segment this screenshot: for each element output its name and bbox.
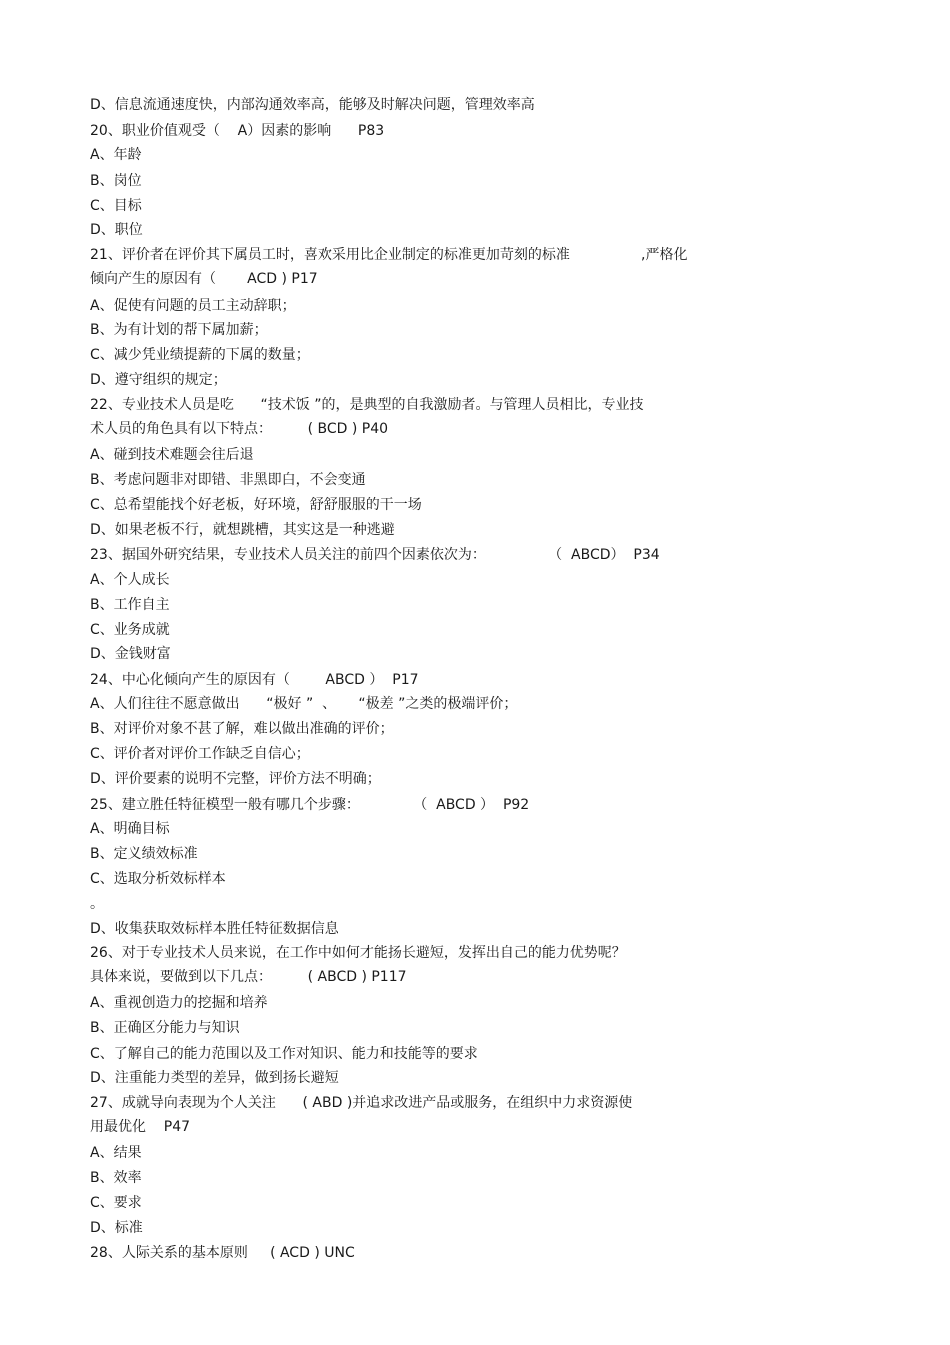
option-c: C、要求 [90,1195,142,1211]
option-c: C、减少凭业绩提薪的下属的数量； [90,347,310,363]
option-c: C、选取分析效标样本 [90,871,226,887]
stray-mark: 。 [90,896,104,912]
option-c: C、了解自己的能力范围以及工作对知识、能力和技能等的要求 [90,1046,478,1062]
option-d: D、标准 [90,1220,143,1236]
option-b: B、考虑问题非对即错、非黑即白，不会变通 [90,472,366,488]
option-c: C、评价者对评价工作缺乏自信心； [90,746,310,762]
question-26-cont: 具体来说，要做到以下几点： ( ABCD ) P117 [90,969,407,985]
question-28: 28、人际关系的基本原则 ( ACD ) UNC [90,1245,355,1261]
option-a: A、个人成长 [90,572,170,588]
option-c: C、总希望能找个好老板，好环境，舒舒服服的干一场 [90,497,422,513]
option-d: D、评价要素的说明不完整，评价方法不明确； [90,771,381,787]
option-a: A、明确目标 [90,821,170,837]
option-d: D、收集获取效标样本胜任特征数据信息 [90,921,339,937]
question-22-cont: 术人员的角色具有以下特点： ( BCD ) P40 [90,421,389,437]
option-a: A、碰到技术难题会往后退 [90,447,254,463]
question-23: 23、据国外研究结果，专业技术人员关注的前四个因素依次为： （ ABCD） P34 [90,547,660,563]
option-b: B、为有计划的帮下属加薪； [90,322,268,338]
option-a: A、重视创造力的挖掘和培养 [90,995,268,1011]
question-27-cont: 用最优化 P47 [90,1119,191,1135]
question-25: 25、建立胜任特征模型一般有哪几个步骤： （ ABCD ） P92 [90,797,530,813]
option-b: B、正确区分能力与知识 [90,1020,240,1036]
option-a: A、人们往往不愿意做出 “极好 ” 、 “极差 ”之类的极端评价； [90,696,518,712]
question-22: 22、专业技术人员是吃 “技术饭 ”的，是典型的自我激励者。与管理人员相比，专业技 [90,397,644,413]
option-b: B、工作自主 [90,597,170,613]
question-21-cont: 倾向产生的原因有（ ACD ) P17 [90,271,318,287]
option-d: D、金钱财富 [90,646,171,662]
option-b: B、岗位 [90,173,142,189]
option-d: D、遵守组织的规定； [90,372,227,388]
question-21: 21、评价者在评价其下属员工时，喜欢采用比企业制定的标准更加苛刻的标准 ,严格化 [90,247,688,263]
option-b: B、对评价对象不甚了解，难以做出准确的评价； [90,721,394,737]
option-c: C、目标 [90,198,142,214]
option-d: D、如果老板不行，就想跳槽，其实这是一种逃避 [90,522,395,538]
option-a: A、年龄 [90,147,142,163]
option-d: D、注重能力类型的差异，做到扬长避短 [90,1070,339,1086]
option-d: D、职位 [90,222,143,238]
question-24: 24、中心化倾向产生的原因有（ ABCD ） P17 [90,672,419,688]
question-20: 20、职业价值观受（ A）因素的影响 P83 [90,123,385,139]
option-b: B、定义绩效标准 [90,846,198,862]
option-a: A、结果 [90,1145,142,1161]
option-a: A、促使有问题的员工主动辞职； [90,298,296,314]
question-27: 27、成就导向表现为个人关注 ( ABD )并追求改进产品或服务，在组织中力求资源使 [90,1095,633,1111]
option-b: B、效率 [90,1170,142,1186]
option-c: C、业务成就 [90,622,170,638]
question-26: 26、对于专业技术人员来说，在工作中如何才能扬长避短，发挥出自己的能力优势呢？ [90,945,626,961]
text-line: D、信息流通速度快，内部沟通效率高，能够及时解决问题，管理效率高 [90,97,535,113]
